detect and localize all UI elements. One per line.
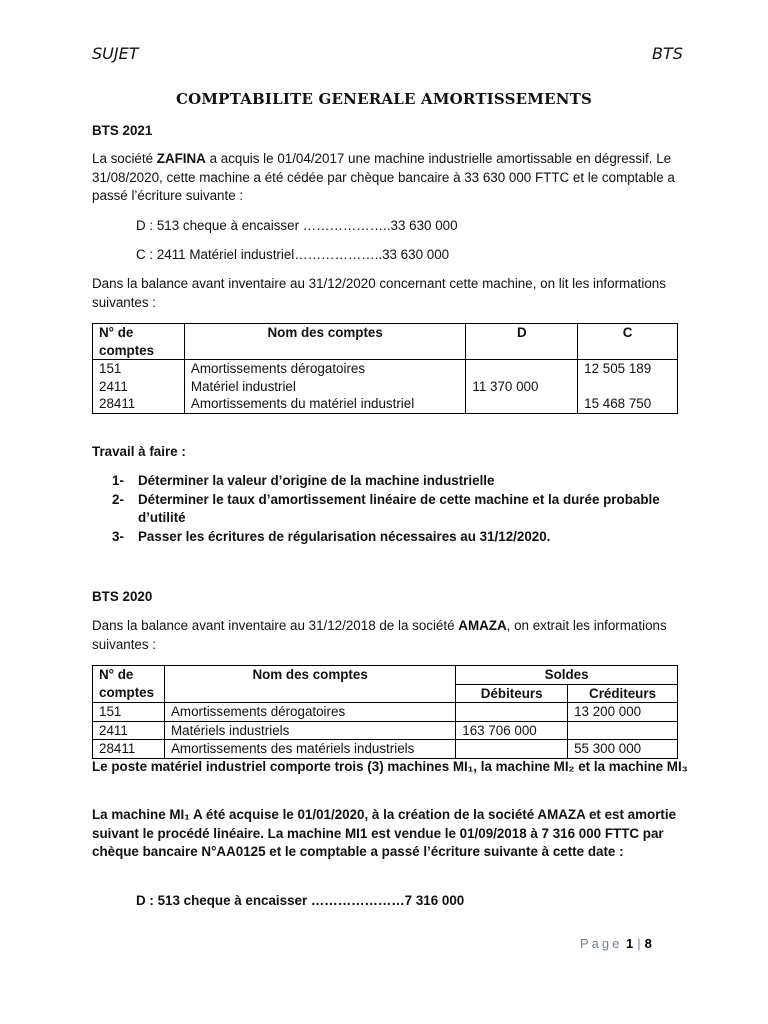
page-separator: | [637,936,641,951]
list-item [92,472,692,491]
section-heading-bts2021: BTS 2021 [92,123,153,138]
table-header-row [93,666,678,685]
cell-names [184,360,465,414]
list-item [92,491,692,528]
header-left: SUJET [92,44,139,63]
task-number: 3- [112,528,124,544]
section-heading-bts2020: BTS 2020 [92,589,153,604]
company-name: AMAZA [458,618,507,633]
intro-text-a: La société [92,151,157,166]
col-header-crediteurs: Créditeurs [568,684,678,703]
cell-numbers [93,360,185,414]
table-body-row [93,360,678,414]
table-row [93,740,678,759]
table-cell: Amortissements dérogatoires [164,703,455,722]
table-row [93,721,678,740]
bts2021-intro [92,150,692,206]
table-cell [472,360,571,378]
col-header-num: N° de comptes [93,666,165,703]
task-list [92,472,692,546]
table-cell: Amortissements du matériel industriel [190,396,415,411]
intro-text-a: Dans la balance avant inventaire au 31/12/2018 de la société [92,618,459,633]
journal-entry-debit-2020: D : 513 cheque à encaisser …………………7 316 000 [136,893,465,908]
table-cell [456,740,568,759]
balance-table-2021 [92,323,678,414]
journal-entry-credit: C : 2411 Matériel industriel………………..33 630 000 [136,247,450,262]
page-label: Page [580,936,623,951]
col-header-d: D [466,324,578,360]
table-cell: 2411 [99,378,128,394]
table-cell: Amortissements dérogatoires [190,361,366,376]
cell-credit [578,360,678,414]
page-title: COMPTABILITE GENERALE AMORTISSEMENTS [175,90,593,108]
table-cell: Amortissements des matériels industriels [164,740,455,759]
table-cell [568,721,678,740]
intro-text-b: a acquis le 01/04/2017 une machine industrielle amortissable en dégressif. Le 31/08/2020, cette machine a été cédée par chèque bancaire à 33 630 000 FTTC et le comptable a passé l’écriture suivante : [92,151,675,203]
col-header-soldes: Soldes [456,666,678,685]
journal-entry-debit: D : 513 cheque à encaisser ………………..33 630 000 [136,218,458,233]
table-cell: 11 370 000 [472,378,539,394]
header-right: BTS [652,44,683,63]
machine-mi1-paragraph: La machine MI₁ A été acquise le 01/01/2020, à la création de la société AMAZA et est amortie suivant le procédé linéaire. La machine MI1 est vendue le 01/09/2018 à 7 316 000 FTTC par chèque bancaire N°AA0125 et le comptable a passé l’écriture suivante à cette date : [92,807,677,859]
list-item [92,528,692,547]
task-text: Passer les écritures de régularisation nécessaires au 31/12/2020. [138,528,551,544]
company-name: ZAFINA [156,151,206,166]
table-cell: 28411 [99,396,136,411]
table-header-row [93,324,678,360]
table-cell: 28411 [93,740,165,759]
table-cell: 163 706 000 [456,721,568,740]
page-total: 8 [644,936,652,951]
balance-table-2020 [92,665,678,759]
table-cell: 55 300 000 [568,740,678,759]
col-header-num: N° de comptes [93,324,185,360]
task-number: 2- [112,491,124,507]
bts2020-intro [92,617,692,654]
task-number: 1- [112,473,124,488]
col-header-c: C [578,324,678,360]
table-cell [584,378,671,396]
table-cell: 12 505 189 [584,361,652,376]
table-cell [472,395,571,413]
cell-debit [466,360,578,414]
table-cell: 151 [93,703,165,722]
work-title: Travail à faire : [92,444,186,459]
table-cell: Matériels industriels [164,721,455,740]
page-current: 1 [626,936,634,951]
balance-intro: Dans la balance avant inventaire au 31/12/2020 concernant cette machine, on lit les informations suivantes : [92,276,666,310]
col-header-name: Nom des comptes [184,324,465,360]
machines-paragraph: Le poste matériel industriel comporte trois (3) machines MI₁, la machine MI₂ et la machine MI₃ [92,759,688,774]
task-text: Déterminer le taux d’amortissement linéaire de cette machine et la durée probable d’utilité [138,491,660,525]
table-cell: 13 200 000 [568,703,678,722]
intro-text-b: , on extrait les informations suivantes : [92,618,667,652]
col-header-debiteurs: Débiteurs [456,684,568,703]
table-cell: Matériel industriel [190,378,296,394]
page-footer [580,936,652,951]
table-cell: 151 [99,361,122,376]
table-cell: 15 468 750 [584,396,652,411]
task-text: Déterminer la valeur d’origine de la machine industrielle [138,473,495,488]
table-cell: 2411 [93,721,165,740]
col-header-name: Nom des comptes [164,666,455,703]
table-cell [456,703,568,722]
table-row [93,703,678,722]
